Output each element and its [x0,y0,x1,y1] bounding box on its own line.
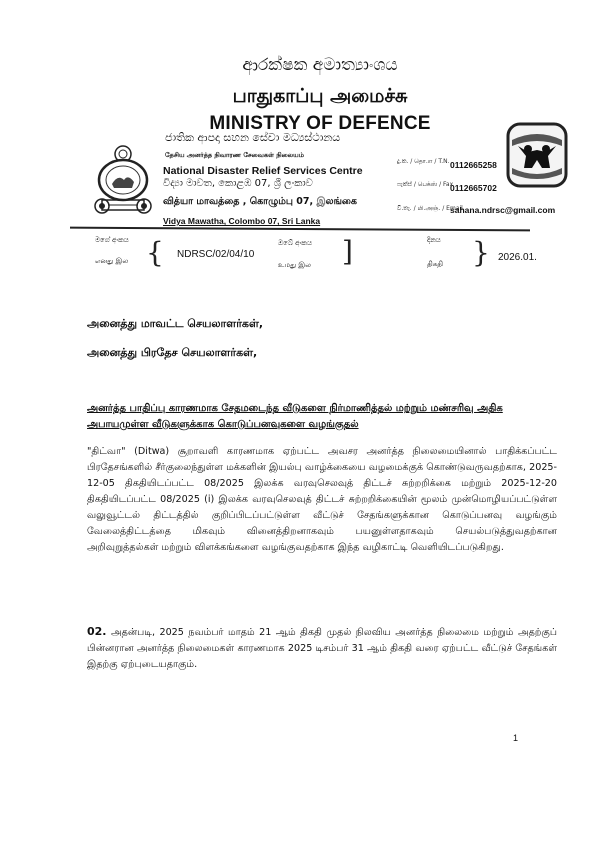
paragraph-1-text: "திட்வா" (Ditwa) சூறாவளி காரணமாக ஏற்பட்ட அவசர அனர்த்த நிலைமையினால் பாதிக்கப்பட்ட பிரதேசங்களில் சீர்குலைந்துள்ள மக்களின் இயல்பு வாழ்க்கையை வழமைக்குக் கொண்டுவருவதற்காக, 2025-12-05 திகதியிடப்பட்ட 08/2025 இலக்க வரவுசெலவுத் திட்டச் சுற்றறிக்கை மற்றும் 2025-12-20 திகதியிடப்பட்ட 08/2025 (i) இலக்க வரவுசெலவுத் திட்டச் சுற்றறிக்கையின் மூலம் முன்மொழியப்பட்டுள்ள வலுவூட்டல் திட்டத்தில் குறிப்பிடப்பட்டுள்ள வீட்டுச் சேதங்களுக்கான கொடுப்பனவு வழங்கும் வேலைத்திட்டத்தை மிகவும் வினைத்திறனாகவும் பயனுள்ளதாகவும் செயல்படுத்துவதற்கான அறிவுறுத்தல்கள் மற்றும் விளக்கங்களை வழங்குவதற்காக இந்த வழிகாட்டி வெளியிடப்படுகிறது. [87,446,557,553]
letter-subject: அனர்த்த பாதிப்பு காரணமாக சேதமடைந்த வீடுகளை நிர்மாணித்தல் மற்றும் மண்சரிவு அதிக அபாயமுள்ள வீடுகளுக்காக கொடுப்பனவுகளை வழங்குதல் [87,403,503,430]
email-label: වි.තැ. / மி.அஞ். / Email [397,205,463,212]
phone-label: දු.ක. / தொ.எ / T.N. [397,158,450,165]
department-name-sinhala: ජාතික ආපදා සහන සේවා මධ්‍යස්ථානය [165,131,341,144]
your-number-label-tamil: உமது இல [278,261,311,269]
address-english: Vidya Mawatha, Colombo 07, Sri Lanka [163,216,321,226]
ministry-title-english: MINISTRY OF DEFENCE [209,113,431,134]
department-name-english: National Disaster Relief Services Centre [163,165,363,177]
date-label-tamil: திகதி [427,260,443,268]
address-tamil: வித்யா மாவத்தை , கொழும்பு 07, இலங்கை [163,196,357,207]
email-value[interactable]: sahana.ndrsc@gmail.com [450,205,556,215]
date-value: 2026.01. [498,252,537,263]
paragraph-2-text: அதன்படி, 2025 நவம்பர் மாதம் 21 ஆம் திகதி முதல் நிலவிய அனர்த்த நிலைமை மற்றும் அதற்குப் பின்னரான அனர்த்த நிலைமைகள் காரணமாக 2025 டிசம்பர் 31 ஆம் திகதி வரை ஏற்பட்ட வீட்டுச் சேதங்கள் இதற்கு ஏற்புடையதாகும். [87,627,557,670]
ndrsc-logo-icon [506,122,568,188]
ministry-title-tamil: பாதுகாப்பு அமைச்சு [232,85,408,107]
my-number-value: NDRSC/02/04/10 [177,249,255,260]
national-emblem-icon [88,140,158,220]
ministry-title-sinhala: ආරක්ෂක අමාත්‍යාංශය [242,55,398,75]
left-brace: { [146,236,164,269]
fax-label: ෆැක්ස් / பெக்ஸ் / Fax [397,181,454,188]
paragraph-2 [87,624,557,673]
phone-value: 0112665258 [450,160,497,170]
fax-value: 0112665702 [450,183,497,193]
my-number-label-tamil: எனது இல [95,257,129,265]
your-number-label-sinhala: ඔබේ අංකය [278,239,312,247]
my-number-label-sinhala: මගේ අංකය [95,236,129,244]
paragraph-1 [87,444,557,556]
addressee-divisional-secretaries: அனைத்து பிரதேச செயலாளர்கள், [87,346,258,359]
letterhead-divider [70,227,530,232]
page-number: 1 [513,733,519,743]
right-bracket: ] [342,235,353,268]
date-brace: } [472,236,490,269]
paragraph-2-number: 02. [87,625,107,638]
address-sinhala: විද්‍යා මාවත, කොළඹ 07, ශ්‍රී ලංකාව [163,178,313,189]
department-name-tamil: தேசிய அனர்த்த நிவாரண சேவைகள் நிலையம் [165,151,304,159]
date-label-sinhala: දිනය [427,236,441,244]
addressee-district-secretaries: அனைத்து மாவட்ட செயலாளர்கள், [87,317,264,330]
